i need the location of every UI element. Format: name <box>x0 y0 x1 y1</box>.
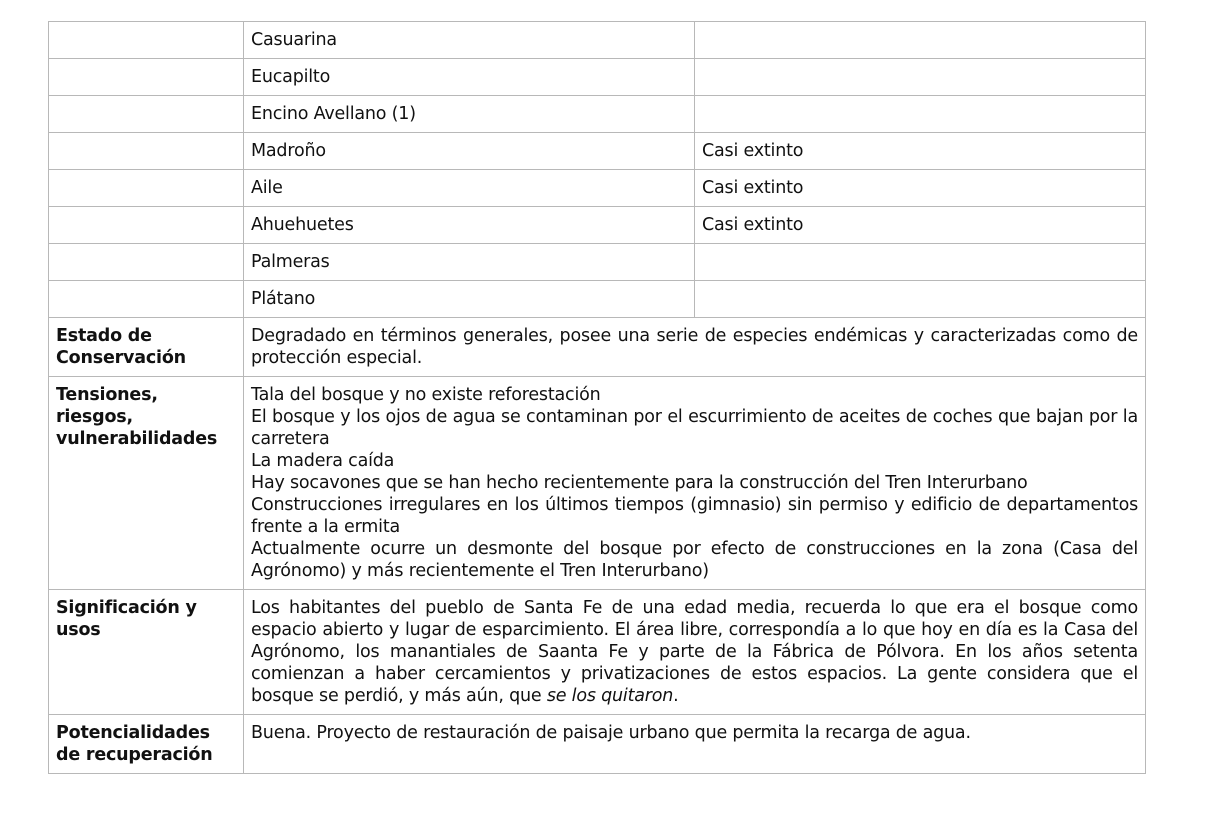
estado-text: Degradado en términos generales, posee una serie de especies endémicas y caracterizadas como de protección especial. <box>244 318 1146 377</box>
tensiones-item: La madera caída <box>251 451 395 471</box>
species-name: Encino Avellano (1) <box>244 96 695 133</box>
conservation-table <box>48 21 1146 774</box>
species-status: Casi extinto <box>695 133 1146 170</box>
species-name: Ahuehuetes <box>244 207 695 244</box>
species-name: Palmeras <box>244 244 695 281</box>
significacion-text <box>244 590 1146 715</box>
table-row <box>49 244 1146 281</box>
tensiones-item: Construcciones irregulares en los últimos tiempos (gimnasio) sin permiso y edificio de departamentos frente a la ermita <box>251 495 1138 537</box>
table-row <box>49 281 1146 318</box>
category-cell <box>49 22 244 59</box>
species-status: Casi extinto <box>695 170 1146 207</box>
category-cell <box>49 281 244 318</box>
estado-row <box>49 318 1146 377</box>
significacion-label: Significación y usos <box>49 590 244 715</box>
significacion-row <box>49 590 1146 715</box>
category-cell <box>49 207 244 244</box>
tensiones-label: Tensiones, riesgos, vulnerabilidades <box>49 377 244 590</box>
species-name: Plátano <box>244 281 695 318</box>
potencialidades-text: Buena. Proyecto de restauración de paisaje urbano que permita la recarga de agua. <box>244 715 1146 774</box>
species-name: Casuarina <box>244 22 695 59</box>
significacion-emphasis: se los quitaron <box>546 686 674 706</box>
tensiones-item: Hay socavones que se han hecho recientemente para la construcción del Tren Interurbano <box>251 473 1028 493</box>
table-row <box>49 170 1146 207</box>
table-row <box>49 96 1146 133</box>
species-status <box>695 22 1146 59</box>
category-cell <box>49 96 244 133</box>
table-row <box>49 22 1146 59</box>
tensiones-item: Actualmente ocurre un desmonte del bosque por efecto de construcciones en la zona (Casa del Agrónomo) y más recientemente el Tren Interurbano) <box>251 539 1138 581</box>
table-row <box>49 59 1146 96</box>
category-cell <box>49 59 244 96</box>
tensiones-list <box>244 377 1146 590</box>
potencialidades-row <box>49 715 1146 774</box>
potencialidades-label: Potencialidades de recuperación <box>49 715 244 774</box>
category-cell <box>49 170 244 207</box>
species-status <box>695 281 1146 318</box>
significacion-body: Los habitantes del pueblo de Santa Fe de una edad media, recuerda lo que era el bosque como espacio abierto y lugar de esparcimiento. El área libre, correspondía a lo que hoy en día es la Casa del Agrónomo, los manantiales de Saanta Fe y parte de la Fábrica de Pólvora. En los años setenta comienzan a haber cercamientos y privatizaciones de estos espacios. La gente considera que el bosque se perdió, y más aún, que <box>251 598 1138 706</box>
species-status: Casi extinto <box>695 207 1146 244</box>
estado-label: Estado de Conservación <box>49 318 244 377</box>
table-row <box>49 133 1146 170</box>
category-cell <box>49 133 244 170</box>
species-name: Madroño <box>244 133 695 170</box>
tensiones-item: El bosque y los ojos de agua se contaminan por el escurrimiento de aceites de coches que bajan por la carretera <box>251 407 1138 449</box>
tensiones-row <box>49 377 1146 590</box>
species-name: Aile <box>244 170 695 207</box>
species-status <box>695 96 1146 133</box>
species-name: Eucapilto <box>244 59 695 96</box>
category-cell <box>49 244 244 281</box>
tensiones-item: Tala del bosque y no existe reforestación <box>251 385 601 405</box>
species-status <box>695 244 1146 281</box>
significacion-end: . <box>673 686 679 706</box>
table-row <box>49 207 1146 244</box>
species-status <box>695 59 1146 96</box>
